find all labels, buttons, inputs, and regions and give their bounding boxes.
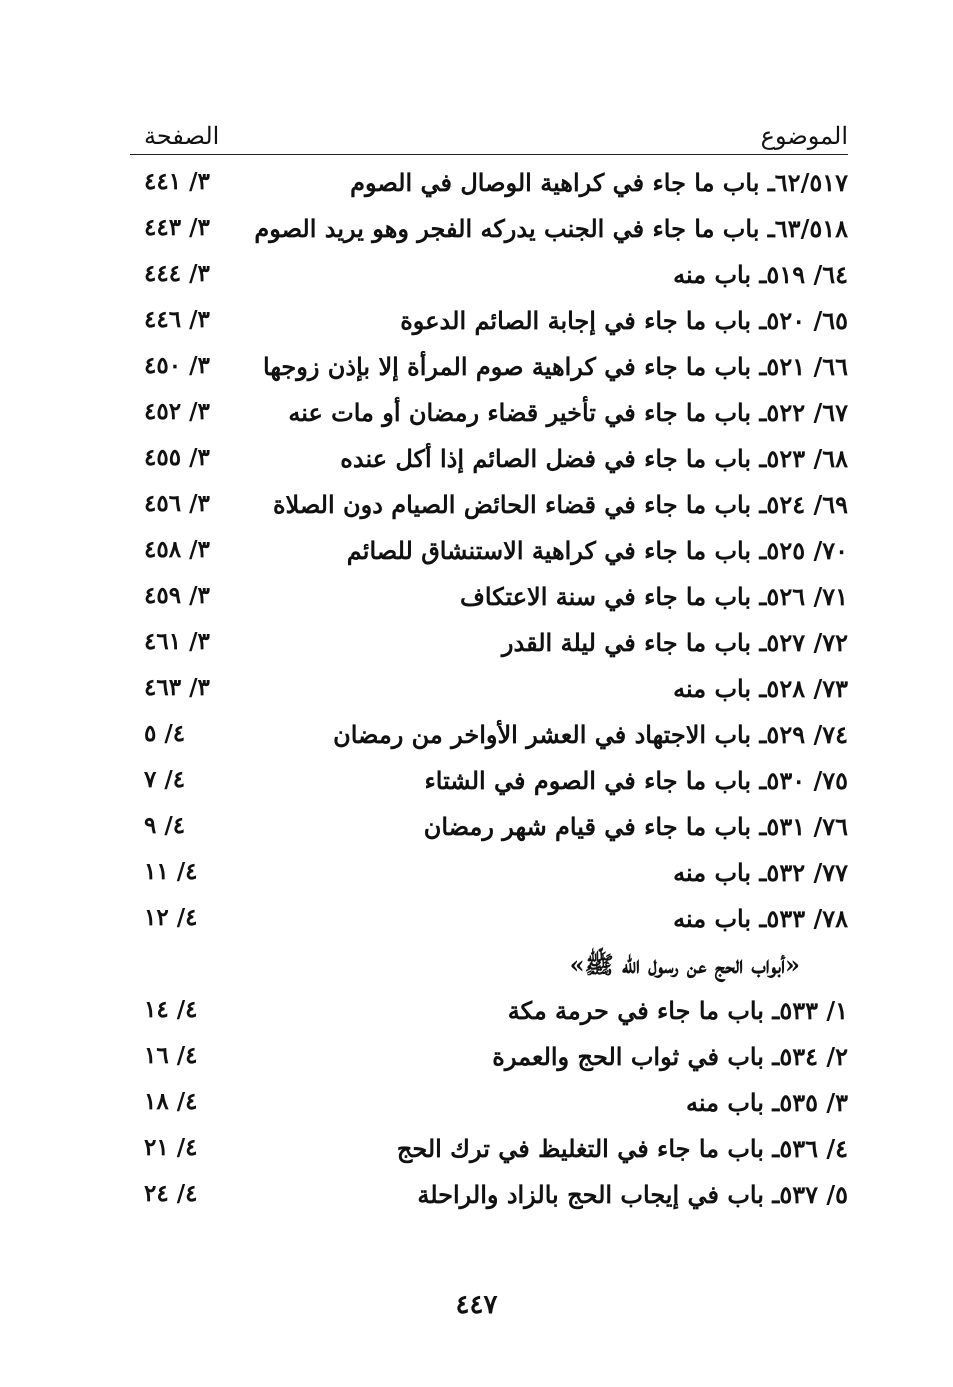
toc-entry-title: ٧٨/ ٥٣٣ـ باب منه bbox=[673, 904, 848, 933]
toc-row bbox=[130, 992, 848, 1038]
toc-entry-title: ٧٣/ ٥٢٨ـ باب منه bbox=[673, 674, 848, 703]
toc-entry-page: ٤/ ١٤ bbox=[144, 996, 198, 1023]
toc-entry-page: ٣/ ٤٦١ bbox=[144, 628, 210, 655]
toc-entry-title: ٧٧/ ٥٣٢ـ باب منه bbox=[673, 858, 848, 887]
toc-row bbox=[130, 1038, 848, 1084]
toc-row bbox=[130, 532, 848, 578]
toc-row bbox=[130, 716, 848, 762]
toc-entry-title: ٦٢/٥١٧ـ باب ما جاء في كراهية الوصال في الصوم bbox=[350, 168, 848, 197]
toc-entry-title: ٦٥/ ٥٢٠ـ باب ما جاء في إجابة الصائم الدعوة bbox=[400, 306, 848, 335]
toc-entry-title: ٥/ ٥٣٧ـ باب في إيجاب الحج بالزاد والراحلة bbox=[417, 1180, 848, 1209]
toc-entry-title: ١/ ٥٣٣ـ باب ما جاء في حرمة مكة bbox=[507, 996, 848, 1025]
toc-entry-page: ٤/ ٢٤ bbox=[144, 1180, 198, 1207]
toc-row bbox=[130, 808, 848, 854]
toc-entry-title: ٦٨/ ٥٢٣ـ باب ما جاء في فضل الصائم إذا أكل عنده bbox=[340, 444, 848, 473]
toc-entry-page: ٣/ ٤٥٢ bbox=[144, 398, 210, 425]
toc-list bbox=[130, 164, 848, 1222]
toc-entry-page: ٤/ ١١ bbox=[144, 858, 198, 885]
toc-row bbox=[130, 256, 848, 302]
page-number: ٤٤٧ bbox=[455, 1290, 498, 1320]
toc-row bbox=[130, 578, 848, 624]
toc-entry-title: ٦٤/ ٥١٩ـ باب منه bbox=[673, 260, 848, 289]
toc-row bbox=[130, 486, 848, 532]
toc-entry-title: ٧٢/ ٥٢٧ـ باب ما جاء في ليلة القدر bbox=[501, 628, 848, 657]
toc-entry-page: ٤/ ٧ bbox=[144, 766, 186, 793]
toc-entry-page: ٤/ ٩ bbox=[144, 812, 186, 839]
toc-entry-title: ٧١/ ٥٢٦ـ باب ما جاء في سنة الاعتكاف bbox=[460, 582, 848, 611]
toc-row bbox=[130, 1176, 848, 1222]
page-column-label: الصفحة bbox=[144, 122, 220, 150]
toc-entry-title: ٦٩/ ٥٢٤ـ باب ما جاء في قضاء الحائض الصيام دون الصلاة bbox=[272, 490, 848, 519]
toc-row bbox=[130, 164, 848, 210]
toc-row bbox=[130, 762, 848, 808]
toc-row bbox=[130, 900, 848, 946]
toc-entry-title: ٧٥/ ٥٣٠ـ باب ما جاء في الصوم في الشتاء bbox=[424, 766, 848, 795]
toc-entry-page: ٣/ ٤٤١ bbox=[144, 168, 210, 195]
topic-column-label: الموضوع bbox=[760, 122, 848, 150]
toc-entry-page: ٣/ ٤٥٨ bbox=[144, 536, 210, 563]
toc-row bbox=[130, 1130, 848, 1176]
toc-row bbox=[130, 1084, 848, 1130]
toc-entry-page: ٣/ ٤٤٣ bbox=[144, 214, 210, 241]
toc-row bbox=[130, 440, 848, 486]
toc-entry-title: ٦٧/ ٥٢٢ـ باب ما جاء في تأخير قضاء رمضان أو مات عنه bbox=[288, 398, 848, 427]
toc-entry-title: ٧٦/ ٥٣١ـ باب ما جاء في قيام شهر رمضان bbox=[423, 812, 848, 841]
toc-header bbox=[130, 118, 848, 155]
toc-entry-title: ٧٠/ ٥٢٥ـ باب ما جاء في كراهية الاستنشاق للصائم bbox=[346, 536, 848, 565]
toc-row bbox=[130, 210, 848, 256]
toc-entry-page: ٣/ ٤٥٩ bbox=[144, 582, 210, 609]
toc-row bbox=[130, 624, 848, 670]
toc-entry-page: ٣/ ٤٥٦ bbox=[144, 490, 210, 517]
toc-entry-title: «أبواب الحج عن رسول الله ﷺ» bbox=[569, 950, 800, 979]
toc-entry-page: ٤/ ١٦ bbox=[144, 1042, 198, 1069]
toc-section-heading bbox=[130, 946, 848, 992]
toc-entry-page: ٣/ ٤٥٥ bbox=[144, 444, 210, 471]
toc-row bbox=[130, 348, 848, 394]
toc-entry-page: ٣/ ٤٤٦ bbox=[144, 306, 210, 333]
toc-entry-title: ٣/ ٥٣٥ـ باب منه bbox=[686, 1088, 848, 1117]
toc-entry-page: ٤/ ١٢ bbox=[144, 904, 198, 931]
toc-entry-page: ٤/ ١٨ bbox=[144, 1088, 198, 1115]
toc-entry-page: ٣/ ٤٥٠ bbox=[144, 352, 210, 379]
toc-entry-title: ٦٣/٥١٨ـ باب ما جاء في الجنب يدركه الفجر وهو يريد الصوم bbox=[254, 214, 848, 243]
toc-row bbox=[130, 854, 848, 900]
toc-entry-title: ٧٤/ ٥٢٩ـ باب الاجتهاد في العشر الأواخر من رمضان bbox=[333, 720, 848, 749]
toc-entry-page: ٤/ ٢١ bbox=[144, 1134, 198, 1161]
toc-entry-title: ٦٦/ ٥٢١ـ باب ما جاء في كراهية صوم المرأة إلا بإذن زوجها bbox=[263, 352, 848, 381]
toc-entry-title: ٤/ ٥٣٦ـ باب ما جاء في التغليظ في ترك الحج bbox=[396, 1134, 848, 1163]
toc-entry-title: ٢/ ٥٣٤ـ باب في ثواب الحج والعمرة bbox=[492, 1042, 848, 1071]
toc-entry-page: ٣/ ٤٤٤ bbox=[144, 260, 210, 287]
toc-row bbox=[130, 394, 848, 440]
toc-entry-page: ٣/ ٤٦٣ bbox=[144, 674, 210, 701]
toc-entry-page: ٤/ ٥ bbox=[144, 720, 186, 747]
toc-row bbox=[130, 670, 848, 716]
toc-row bbox=[130, 302, 848, 348]
